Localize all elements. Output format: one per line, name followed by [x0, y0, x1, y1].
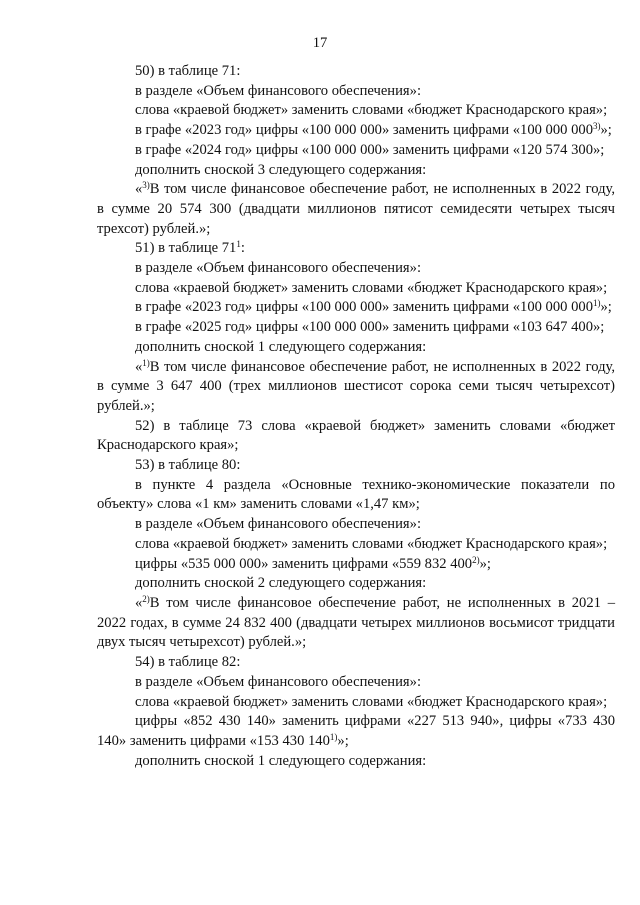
- text-run: в разделе «Объем финансового обеспечения»:: [135, 516, 421, 533]
- text-run: в графе «2023 год» цифры «100 000 000» заменить цифрами «100 000 000: [135, 122, 593, 139]
- footnote-marker: 1: [236, 239, 241, 250]
- footnote-marker: 1): [142, 357, 150, 368]
- text-run: В том числе финансовое обеспечение работ, не исполненных в 2022 году, в сумме 3 647 400 (трех миллионов шестисот сорока семи тысяч четырехсот) рублей.»;: [97, 358, 615, 414]
- footnote-marker: 2): [142, 593, 150, 604]
- text-run: «: [135, 181, 143, 198]
- text-run: в разделе «Объем финансового обеспечения»:: [135, 673, 421, 690]
- text-run: цифры «852 430 140» заменить цифрами «227 513 940», цифры «733 430 140» заменить цифрами «153 430 140: [97, 713, 615, 749]
- text-run: 50) в таблице 71:: [135, 63, 241, 79]
- text-run: цифры «535 000 000» заменить цифрами «559 832 400: [135, 555, 473, 572]
- text-run: :: [240, 240, 245, 257]
- paragraph: [97, 555, 615, 575]
- text-run: дополнить сноской 3 следующего содержания:: [135, 161, 427, 178]
- text-run: 53) в таблице 80:: [135, 457, 241, 474]
- paragraph: [97, 121, 615, 141]
- text-run: В том числе финансовое обеспечение работ, не исполненных в 2022 году, в сумме 20 574 300 (двадцати миллионов пятисот семидесяти четырех тысяч трехсот) рублей.»;: [97, 181, 615, 237]
- text-run: дополнить сноской 1 следующего содержания:: [135, 338, 427, 355]
- text-run: 54) в таблице 82:: [135, 654, 241, 671]
- text-run: в графе «2025 год» цифры «100 000 000» заменить цифрами «103 647 400»;: [135, 319, 605, 336]
- text-run: в пункте 4 раздела «Основные технико-экономические показатели по объекту» слова «1 км» заменить словами «1,47 км»;: [97, 476, 615, 513]
- footnote-marker: 1): [329, 731, 338, 742]
- paragraph: [97, 535, 615, 555]
- paragraph: [97, 161, 615, 181]
- text-run: слова «краевой бюджет» заменить словами «бюджет Краснодарского края»;: [135, 535, 608, 552]
- text-run: »;: [600, 299, 612, 316]
- text-run: »;: [337, 732, 349, 749]
- text-run: »;: [600, 122, 612, 139]
- paragraph: [97, 298, 615, 318]
- paragraph: [97, 653, 615, 673]
- paragraph: [97, 279, 615, 299]
- footnote-marker: 2): [472, 554, 480, 565]
- text-run: «: [135, 594, 143, 611]
- paragraph: [97, 752, 615, 772]
- text-run: В том числе финансовое обеспечение работ, не исполненных в 2021 – 2022 годах, в сумме 24 832 400 (двадцати четырех миллионов восьмисот тридцати двух тысяч четырехсот) рублей.»;: [97, 594, 615, 651]
- paragraph: [97, 239, 615, 259]
- document-body: [97, 62, 615, 771]
- text-run: «: [135, 358, 143, 375]
- paragraph: [97, 574, 615, 594]
- paragraph: [97, 62, 615, 82]
- footnote-marker: 1): [593, 298, 601, 309]
- paragraph: [97, 358, 615, 417]
- paragraph: [97, 673, 615, 693]
- paragraph: [97, 712, 615, 751]
- text-run: 52) в таблице 73 слова «краевой бюджет» заменить словами «бюджет Краснодарского края»;: [97, 417, 615, 454]
- paragraph: [97, 417, 615, 456]
- text-run: слова «краевой бюджет» заменить словами «бюджет Краснодарского края»;: [135, 279, 608, 296]
- paragraph: [97, 515, 615, 535]
- paragraph: [97, 476, 615, 515]
- footnote-marker: 3): [593, 121, 601, 132]
- paragraph: [97, 259, 615, 279]
- paragraph: [97, 101, 615, 121]
- paragraph: [97, 693, 615, 713]
- text-run: слова «краевой бюджет» заменить словами «бюджет Краснодарского края»;: [135, 693, 608, 710]
- text-run: слова «краевой бюджет» заменить словами «бюджет Краснодарского края»;: [135, 102, 608, 119]
- paragraph: [97, 82, 615, 102]
- text-run: в графе «2024 год» цифры «100 000 000» заменить цифрами «120 574 300»;: [135, 141, 605, 158]
- paragraph: [97, 456, 615, 476]
- text-run: дополнить сноской 1 следующего содержания:: [135, 752, 427, 769]
- page-number: 17: [312, 35, 328, 51]
- paragraph: [97, 594, 615, 653]
- text-run: »;: [479, 555, 491, 572]
- text-run: дополнить сноской 2 следующего содержания:: [135, 575, 427, 592]
- text-run: в разделе «Объем финансового обеспечения»:: [135, 82, 421, 99]
- footnote-marker: 3): [142, 180, 150, 191]
- paragraph: [97, 141, 615, 161]
- text-run: в графе «2023 год» цифры «100 000 000» заменить цифрами «100 000 000: [135, 299, 593, 316]
- paragraph: [97, 318, 615, 338]
- text-run: 51) в таблице 71: [135, 240, 237, 257]
- text-run: в разделе «Объем финансового обеспечения»:: [135, 260, 421, 277]
- paragraph: [97, 180, 615, 239]
- paragraph: [97, 338, 615, 358]
